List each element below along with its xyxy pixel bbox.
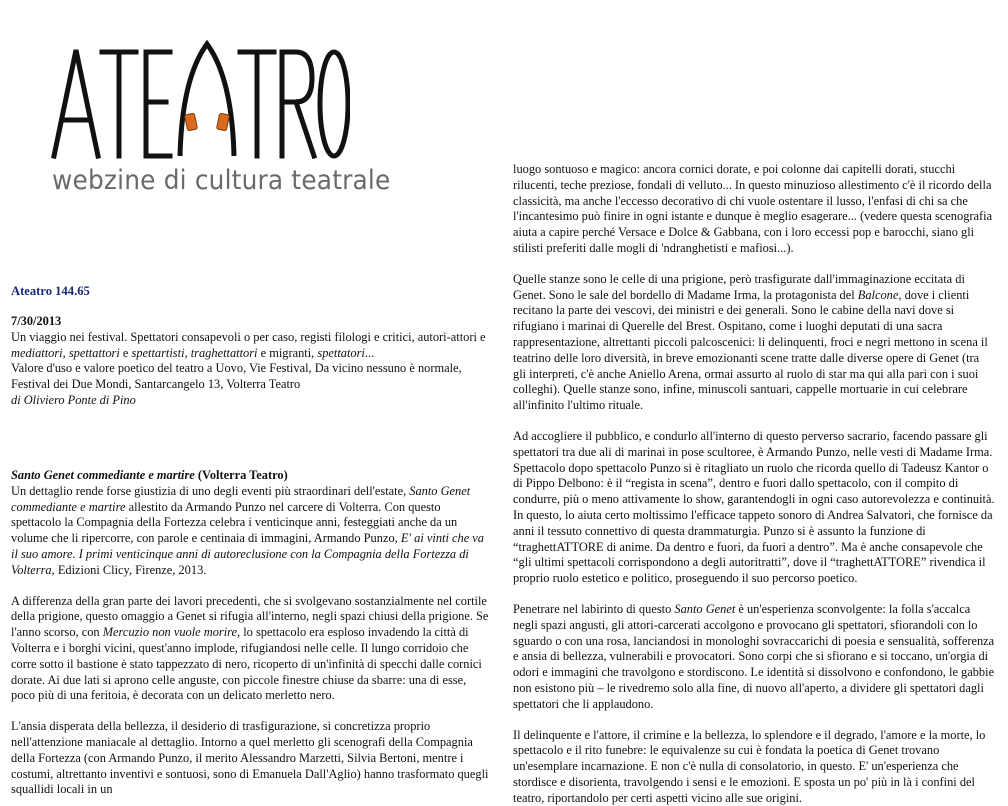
article-body-left — [11, 468, 489, 798]
paragraph: A differenza della gran parte dei lavori precedenti, che si svolgevano sostanzialmente nel cortile della prigione, questo omaggio a Genet si rifugia all'interno, negli spazi chiusi della prigione. Se l'anno scorso, con Mercuzio non vuole morire, lo spettacolo era esploso invadendo la città di Volterra e i borghi vicini, quest'anno implode, rifugiandosi nelle celle. Il lungo corridoio che corre sotto il bastione è stato tappezzato di nero, ricoperto di un'infinità di specchi dalle cornici dorate. Ai due lati si aprono celle anguste, con piccole finestre chiuse da sbarre: una di esse, poco più di una feritoia, è decorata con un delicato merletto nero. — [11, 594, 489, 705]
paragraph: Un dettaglio rende forse giustizia di uno degli eventi più straordinari dell'estate, Santo Genet commediante e martire allestito da Armando Punzo nel carcere di Volterra. Con questo spettacolo la Compagnia della Fortezza celebra i venticinque anni, festeggiati anche da un volume che li ripercorre, con parole e centinaia di immagini, Armando Punzo, E' ai vinti che va il suo amore. I primi venticinque anni di autoreclusione con la Compagnia della Fortezza di Volterra, Edizioni Clicy, Firenze, 2013. — [11, 484, 489, 579]
article-heading: Santo Genet commediante e martire (Volterra Teatro) — [11, 468, 489, 484]
paragraph: Penetrare nel labirinto di questo Santo Genet è un'esperienza sconvolgente: la folla s'accalca negli spazi angusti, gli attori-carcerati accolgono e provocano gli spettatori, sfiorandoli con lo sguardo o con una rosa, lanciandosi in monologhi sovraccarichi di poesia e sensualità, sofferenza e ansia di bellezza, vulnerabili e provocatori. Sono corpi che si sfiorano e si toccano, un'orgia di odori e immagini che travolgono e stordiscono. Le identità si dissolvono e confondono, le gabbie non esistono più – le rivedremo solo alla fine, di nuovo all'aperto, a dividere gli spettatori dagli spettatori che li applaudono. — [513, 602, 995, 713]
ateatro-logo[interactable] — [50, 38, 360, 208]
article-intro — [11, 314, 489, 409]
article-date: 7/30/2013 — [11, 314, 489, 330]
intro-subtitle: Valore d'uso e valore poetico del teatro a Uovo, Vie Festival, Da vicino nessuno è normale, Festival dei Due Mondi, Santarcangelo 13, Volterra Teatro — [11, 361, 489, 393]
logo-accent — [184, 113, 229, 131]
logo-wordmark — [50, 38, 350, 163]
issue-label: Ateatro 144.65 — [11, 284, 90, 300]
logo-tagline: webzine di cultura teatrale — [52, 164, 356, 198]
intro-line-2: mediattori, spettattori e spettartisti, traghettattori e migranti, spettatori... — [11, 346, 489, 362]
article-body-right — [513, 162, 995, 806]
paragraph: Il delinquente e l'attore, il crimine e la bellezza, lo splendore e il degrado, l'amore e la morte, lo spettacolo e il rito funebre: le equivalenze su cui è fondata la poetica di Genet trovano un'esemplare incarnazione. E non c'è nulla di consolatorio, in questo. E' un'esperienza che stordisce e disorienta, travolgendo i sensi e le emozioni. E sposta un po' più in là i confini del teatro, riportandolo per certi aspetti vicino alle sue origini. — [513, 728, 995, 806]
article-byline: di Oliviero Ponte di Pino — [11, 393, 489, 409]
paragraph: Ad accogliere il pubblico, e condurlo all'interno di questo perverso sacrario, facendo passare gli spettatori tra due ali di marinai in pose scultoree, è Armando Punzo, nelle vesti di Madame Irma. Spettacolo dopo spettacolo Punzo si è ritagliato un ruolo che ricorda quello di Tadeusz Kantor o di Pippo Delbono: è il “regista in scena”, dentro e fuori dallo spettacolo, con il compito di condurre, più o meno attivamente lo show, garantendogli in ogni caso autorevolezza e continuità. In questo, lo aiuta certo moltissimo l'efficace tappeto sonoro di Andrea Salvatori, che fornisce da anni il tessuto connettivo di questa drammaturgia. Punzo si è assunto la funzione di “traghettATTORE di anime. Da dentro e fuori, da fuori a dentro”. Ma è anche consapevole che “gli ultimi spettacoli corrispondono a degli autoritratti”, dove il “traghettATTORE” rivendica il proprio ruolo estetico e politico, proseguendo il suo percorso poetico. — [513, 429, 995, 587]
paragraph: Quelle stanze sono le celle di una prigione, però trasfigurate dall'immaginazione eccitata di Genet. Sono le sale del bordello di Madame Irma, la protagonista del Balcone, dove i clienti recitano la parte dei vescovi, dei ministri e dei generali. Sono le cabine della navi dove si rifugiano i marinai di Querelle del Brest. Ospitano, come i luoghi deputati di una sacra rappresentazione, altrettanti piccoli palcoscenici: li delinquenti, froci e negri mettono in scena il teatrino delle loro diversità, in breve emozionanti scene tratte dalle diverse opere di Genet (tra gli interpreti, c'è anche Aniello Arena, ormai assurto al ruolo di star ma qui alla pari con i suoi colleghi). Quelle stanze sono, infine, minuscoli santuari, cappelle mortuarie in cui celebrare all'infinito l'ultimo rituale. — [513, 272, 995, 414]
paragraph: luogo sontuoso e magico: ancora cornici dorate, e poi colonne dai capitelli dorati, stucchi rilucenti, teche preziose, fondali di velluto... In questo minuzioso allestimento c'è il ricordo della classicità, ma anche l'eccesso decorativo di chi vuole ostentare il lusso, l'enfasi di chi sa che l'incantesimo può finire in ogni istante e dunque è meglio esagerare... (vedere questa scenografia aiuta a capire perché Versace e Dolce & Gabbana, con i loro eccessi pop e barocchi, siano gli stilisti preferiti dalle mogli di 'ndranghetisti e mafiosi...). — [513, 162, 995, 257]
paragraph: L'ansia disperata della bellezza, il desiderio di trasfigurazione, si concretizza proprio nell'attenzione maniacale al dettaglio. Intorno a quel merletto gli scenografi della Compagnia della Fortezza (con Armando Punzo, il merito Alessandro Marzetti, Silvia Bertoni, mentre i costumi, altrettanto inventivi e sontuosi, sono di Emanuela Dall'Aglio) hanno trasformato quegli squallidi locali in un — [11, 719, 489, 798]
intro-line-1: Un viaggio nei festival. Spettatori consapevoli o per caso, registi filologi e critici, autori-attori e — [11, 330, 489, 346]
